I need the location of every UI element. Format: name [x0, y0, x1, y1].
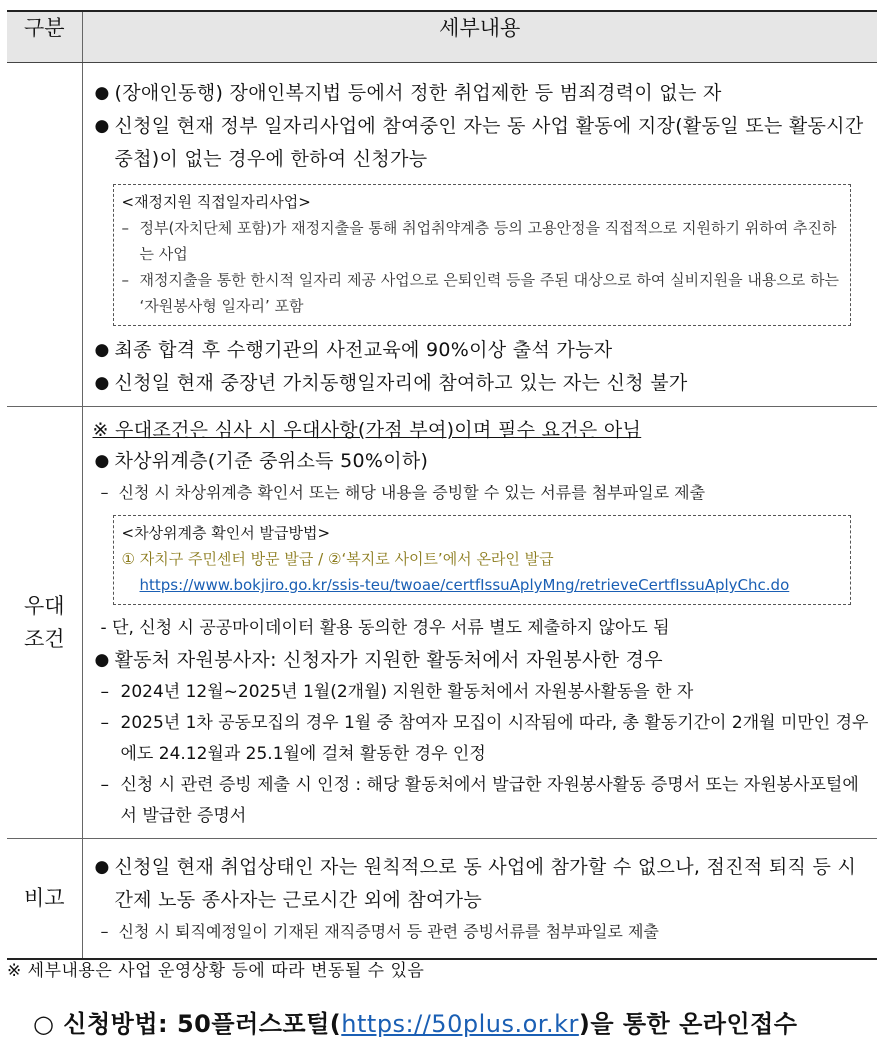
- sub-item: – 신청 시 관련 증빙 제출 시 인정 : 해당 활동처에서 발급한 자원봉사활동 증명서 또는 자원봉사포털에서 발급한 증명서: [100, 775, 859, 826]
- table-header: [7, 11, 877, 63]
- header-category: 구분: [7, 11, 82, 63]
- bullet-icon: ●: [94, 116, 110, 136]
- list-item: ● (장애인동행) 장애인복지법 등에서 정한 취업제한 등 범죄경력이 없는 자: [93, 77, 870, 110]
- bullet-icon: ●: [94, 340, 110, 360]
- list-item: ● 신청일 현재 취업상태인 자는 원칙적으로 동 사업에 참가할 수 없으나, 점진적 퇴직 등 시간제 노동 종사자는 근로시간 외에 참여가능: [93, 851, 870, 917]
- box-item: – 재정지출을 통한 한시적 일자리 제공 사업으로 은퇴인력 등을 주된 대상으로 하여 실비지원을 내용으로 하는 ‘자원봉사형 일자리’ 포함: [121, 271, 840, 315]
- section-remarks: [7, 839, 877, 960]
- section-remarks-label: 비고: [7, 839, 82, 960]
- sub-item: - 단, 신청 시 공공마이데이터 활용 동의한 경우 서류 별도 제출하지 않아도 됨: [100, 618, 670, 638]
- box-item: – 정부(자치단체 포함)가 재정지출을 통해 취업취약계층 등의 고용안정을 직접적으로 지원하기 위하여 추진하는 사업: [121, 219, 837, 263]
- sub-item: – 2024년 12월~2025년 1월(2개월) 지원한 활동처에서 자원봉사활동을 한 자: [100, 682, 694, 702]
- bullet-icon: ●: [94, 451, 110, 471]
- job-program-info-box: [113, 184, 852, 326]
- footnote: ※ 세부내용은 사업 운영상황 등에 따라 변동될 수 있음: [7, 961, 425, 981]
- bullet-icon: ●: [94, 373, 110, 393]
- box-title: <차상위계층 확인서 발급방법>: [121, 524, 331, 542]
- list-item: ● 신청일 현재 중장년 가치동행일자리에 참여하고 있는 자는 신청 불가: [93, 367, 870, 400]
- bullet-icon: ●: [94, 83, 110, 103]
- section-general-label: [7, 63, 82, 407]
- sub-item: – 신청 시 퇴직예정일이 기재된 재직증명서 등 관련 증빙서류를 첨부파일로 제출: [100, 922, 659, 941]
- section-preference-label: 우대 조건: [7, 407, 82, 839]
- list-item: ● 최종 합격 후 수행기관의 사전교육에 90%이상 출석 가능자: [93, 334, 870, 367]
- list-item: ● 차상위계층(기준 중위소득 50%이하): [93, 445, 870, 478]
- box-title: <재정지원 직접일자리사업>: [121, 193, 311, 211]
- 50plus-portal-link[interactable]: https://50plus.or.kr: [341, 1010, 579, 1038]
- bullet-icon: ●: [94, 857, 110, 877]
- eligibility-table: [7, 10, 877, 960]
- sub-item: – 신청 시 차상위계층 확인서 또는 해당 내용을 증빙할 수 있는 서류를 첨부파일로 제출: [100, 483, 706, 502]
- list-item: ● 활동처 자원봉사자: 신청자가 지원한 활동처에서 자원봉사한 경우: [93, 644, 870, 677]
- preference-note: ※ 우대조건은 심사 시 우대사항(가점 부여)이며 필수 요건은 아님: [92, 419, 642, 441]
- box-item: ① 자치구 주민센터 방문 발급 / ②‘복지로 사이트’에서 온라인 발급: [121, 550, 554, 568]
- list-item: ● 신청일 현재 정부 일자리사업에 참여중인 자는 동 사업 활동에 지장(활동일 또는 활동시간 중첩)이 없는 경우에 한하여 신청가능: [93, 110, 870, 176]
- header-details: 세부내용: [82, 11, 877, 63]
- sub-item: – 2025년 1차 공동모집의 경우 1월 중 참여자 모집이 시작됨에 따라, 총 활동기간이 2개월 미만인 경우에도 24.12월과 25.1월에 걸쳐 활동한 경우 인정: [100, 713, 869, 764]
- section-general: [7, 63, 877, 407]
- certificate-info-box: [113, 515, 852, 605]
- application-method: ○ 신청방법: 50플러스포털(https://50plus.or.kr)을 통한 온라인접수: [33, 1010, 798, 1038]
- bullet-icon: ●: [94, 650, 110, 670]
- bokjiro-link[interactable]: https://www.bokjiro.go.kr/ssis-teu/twoae/certfIssuAplyMng/retrieveCertfIssuAplyChc.do: [139, 576, 790, 594]
- section-preference: [7, 407, 877, 839]
